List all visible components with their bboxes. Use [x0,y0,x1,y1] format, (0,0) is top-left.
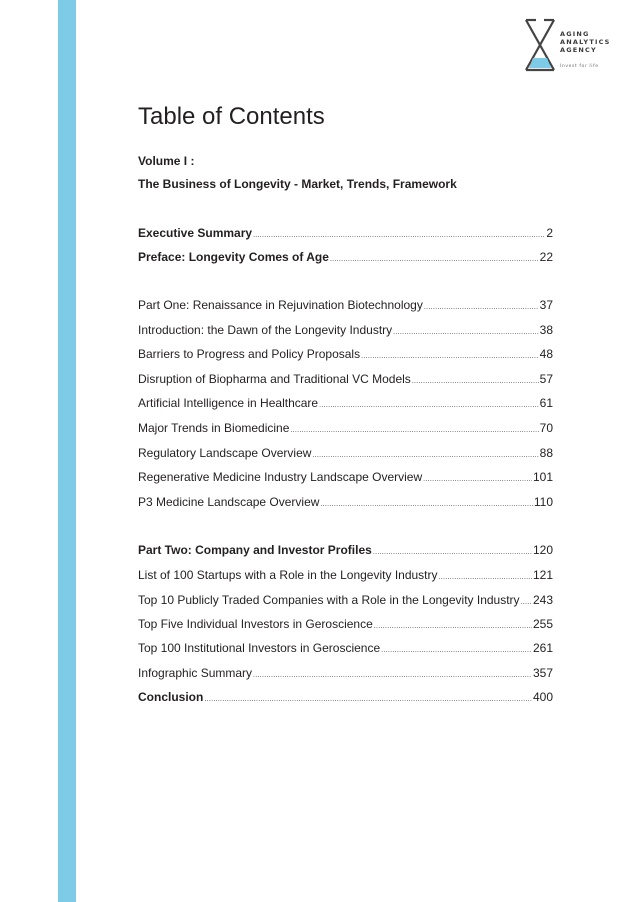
toc-entry-page-number: 37 [539,298,553,312]
toc-entry-title: Disruption of Biopharma and Traditional VC Models [138,372,411,386]
toc-entry-title: Executive Summary [138,226,253,240]
toc-entry[interactable] [138,226,553,242]
toc-entry-title: List of 100 Startups with a Role in the Longevity Industry [138,568,438,582]
toc-entry-title: Part One: Renaissance in Rejuvination Biotechnology [138,298,423,312]
toc-entry-page-number: 57 [539,372,553,386]
toc-dot-leader [374,623,532,630]
volume-label: Volume I : [138,154,195,168]
toc-entry[interactable] [138,250,553,266]
logo-line-3: AGENCY [560,46,597,54]
toc-entry[interactable] [138,372,553,388]
toc-entry-page-number: 255 [532,617,553,631]
toc-entry[interactable] [138,666,553,682]
toc-entry[interactable] [138,617,553,633]
toc-entry-title: Infographic Summary [138,666,253,680]
toc-entry[interactable] [138,347,553,363]
logo-wordmark [560,30,611,54]
toc-entry-page-number: 70 [539,421,553,435]
toc-dot-leader [312,452,538,459]
toc-entry-page-number: 243 [532,593,553,607]
toc-dot-leader [439,574,532,581]
toc-dot-leader [423,476,532,483]
toc-entry-page-number: 61 [539,396,553,410]
toc-dot-leader [330,256,539,263]
toc-entry-page-number: 121 [532,568,553,582]
toc-entry[interactable] [138,641,553,657]
volume-subtitle: The Business of Longevity - Market, Trends, Framework [138,177,457,191]
toc-entry[interactable] [138,568,553,584]
toc-entry-page-number: 22 [539,250,553,264]
toc-entry-page-number: 38 [539,323,553,337]
hourglass-icon [524,18,556,72]
toc-dot-leader [424,304,539,311]
toc-entry-title: Introduction: the Dawn of the Longevity Industry [138,323,393,337]
toc-entry-title: Top 10 Publicly Traded Companies with a Role in the Longevity Industry [138,593,520,607]
toc-dot-leader [361,353,539,360]
toc-dot-leader [253,672,532,679]
toc-entry-page-number: 101 [532,470,553,484]
toc-entry[interactable] [138,323,553,339]
toc-dot-leader [319,402,539,409]
toc-dot-leader [393,329,538,336]
toc-entry[interactable] [138,298,553,314]
toc-entry-title: Artificial Intelligence in Healthcare [138,396,319,410]
logo-line-1: AGING [560,30,590,38]
side-color-bar [58,0,76,902]
toc-entry-title: Regenerative Medicine Industry Landscape Overview [138,470,423,484]
toc-entry-title: Top 100 Institutional Investors in Geroscience [138,641,381,655]
toc-entry[interactable] [138,543,553,559]
toc-entry-page-number: 261 [532,641,553,655]
toc-dot-leader [290,427,538,434]
page-title: Table of Contents [138,103,325,130]
toc-entry-title: Part Two: Company and Investor Profiles [138,543,372,557]
toc-entry-title: Top Five Individual Investors in Geroscience [138,617,373,631]
toc-entry-page-number: 88 [539,446,553,460]
toc-entry-page-number: 357 [532,666,553,680]
toc-entry[interactable] [138,421,553,437]
toc-dot-leader [521,599,532,606]
toc-entry[interactable] [138,593,553,609]
toc-entry-title: Major Trends in Biomedicine [138,421,290,435]
logo-line-2: ANALYTICS [560,38,611,46]
toc-entry-page-number: 120 [532,543,553,557]
toc-entry[interactable] [138,690,553,706]
toc-entry[interactable] [138,446,553,462]
toc-entry-page-number: 400 [532,690,553,704]
toc-entry-page-number: 2 [546,226,553,240]
toc-dot-leader [412,378,539,385]
toc-dot-leader [381,647,532,654]
toc-entry[interactable] [138,470,553,486]
toc-entry[interactable] [138,396,553,412]
toc-dot-leader [204,696,532,703]
toc-entry-page-number: 48 [539,347,553,361]
toc-entry[interactable] [138,495,553,511]
toc-dot-leader [373,549,532,556]
toc-entry-title: Regulatory Landscape Overview [138,446,312,460]
toc-entry-title: P3 Medicine Landscape Overview [138,495,320,509]
toc-dot-leader [253,232,545,239]
aging-analytics-agency-logo [524,18,624,72]
toc-entry-title: Preface: Longevity Comes of Age [138,250,329,264]
toc-entry-title: Conclusion [138,690,204,704]
logo-tagline: Invest for life [560,64,599,69]
toc-entry-title: Barriers to Progress and Policy Proposals [138,347,361,361]
toc-dot-leader [320,501,532,508]
toc-entry-page-number: 110 [533,495,553,509]
